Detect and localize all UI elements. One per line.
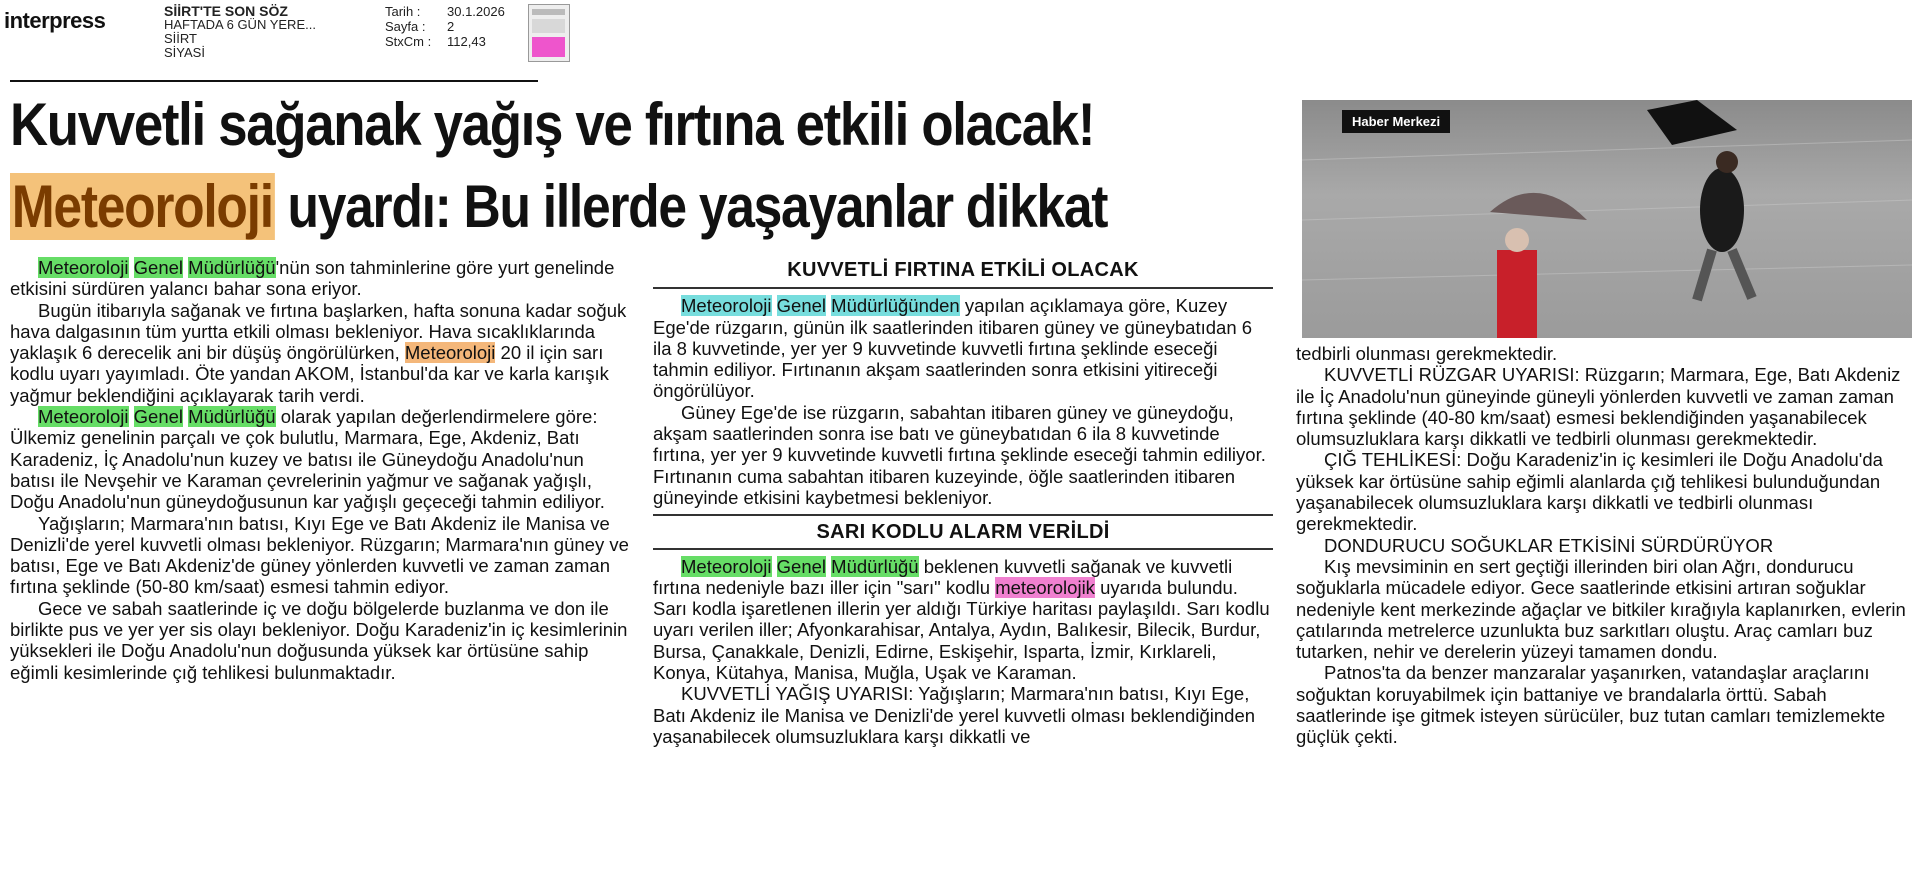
publication-category: SİYASİ [164,45,205,60]
article-column-2 [653,260,1273,747]
meta-stxcm: StxCm : 112,43 [385,34,486,49]
article-column-1 [10,257,630,683]
news-photo [1302,100,1912,338]
col3-paragraph-2: ÇIĞ TEHLİKESİ: Doğu Karadeniz'in iç kesimleri ile Doğu Anadolu'da yüksek kar örtüsüne sahip eğimli alanlarda çığ tehlikesi bulunduğundan yaşanabilecek olumsuzluklara karşı dikkatli ve tedbirli olunması gerekmektedir. [1296,449,1883,535]
publication-info [164,4,316,60]
col1-paragraph-2: Bugün itibarıyla sağanak ve fırtına başlarken, hafta sonuna kadar soğuk hava dalgasının tüm yurtta etkili olması bekleniyor. Hava sıcaklıklarında yaklaşık 6 derecelik ani bir düşüş öngörülürken, Meteoroloji 20 il için sarı kodlu uyarı yayımladı. Öte yandan AKOM, İstanbul'da kar ve karla karışık yağmur beklendiğini açıklayarak tarih verdi. [10,299,627,406]
col3-paragraph-4: Kış mevsiminin en sert geçtiği illerinden biri olan Ağrı, dondurucu soğuklarla mücadele ediyor. Gece saatlerinde etkisini artıran soğuklar nedeniyle kent merkezinde ağaçlar ve bitkiler kırağıyla kaplanırken, evlerin çatılarında metrelerce uzunlukta buz sarkıtları oluştu. Araç camları buz tutarken, nehir ve derelerin yüzeyi tamamen dondu. [1296,555,1906,663]
col1-paragraph-4: Yağışların; Marmara'nın batısı, Kıyı Ege ve Batı Akdeniz ile Manisa ve Denizli'de yerel kuvvetli olması bekleniyor. Rüzgarın; Marmara'nın güney ve batısı, Ege ve Batı Akdeniz'de güney yönlerden kuvvetli ve zaman zaman fırtına şeklinde (50-80 km/saat) esmesi tahmin ediyor. [10,512,629,598]
subheading-storm: KUVVETLİ FIRTINA ETKİLİ OLACAK [787,259,1139,281]
col2-paragraph-1: Meteoroloji Genel Müdürlüğünden yapılan açıklamaya göre, Kuzey Ege'de rüzgarın, günün ilk saatlerinden itibaren güney ve güneybatıdan 6 ila 8 kuvvetinde, yer yer 9 kuvvetinde kuvvetli fırtına şeklinde eseceği tahmin ediliyor. Fırtınanın akşam saatlerinden sonra etkisini yitireceği öngörülüyor. [653,295,1253,402]
top-rule [10,80,538,82]
clipping-header [0,0,600,64]
col3-paragraph-1: KUVVETLİ RÜZGAR UYARISI: Rüzgarın; Marmara, Ege, Batı Akdeniz ile İç Anadolu'nun güneyinde güneyli yönlerden kuvvetli ve zaman zaman fırtına şeklinde (40-80 km/saat) esmesi beklendiğinden yaşanabilecek olumsuzluklara karşı dikkatli ve tedbirli olunması gerekmektedir. [1296,364,1901,450]
interpress-logo: interpress [4,8,106,33]
col3-paragraph-5: Patnos'ta da benzer manzaralar yaşanırken, vatandaşlar araçlarını soğuktan koruyabilmek için battaniye ve brandalarla örttü. Sabah saatlerinde işe gitmek isteyen sürücüler, buz tutan camları temizlemekte güçlük çekti. [1296,662,1886,748]
col1-paragraph-5: Gece ve sabah saatlerinde iç ve doğu bölgelerde buzlanma ve don ile birlikte pus ve yer yer sis olayı bekleniyor. Doğu Karadeniz'in iç kesimlerinin yüksekleri ile Doğu Anadolu'nun doğusunda yüksek kar örtüsüne sahip eğimli kesimlerinde çığ tehlikesi bulunmaktadır. [10,597,628,683]
publication-city: SİİRT [164,31,197,46]
meta-date: Tarih : 30.1.2026 [385,4,505,19]
headline-highlight: Meteoroloji [11,173,273,240]
subheading-yellow-alarm: SARI KODLU ALARM VERİLDİ [816,521,1110,544]
publication-slogan: HAFTADA 6 GÜN YERE... [164,17,316,32]
col1-paragraph-3: Meteoroloji Genel Müdürlüğü olarak yapılan değerlendirmelere göre: Ülkemiz genelinin parçalı ve çok bulutlu, Marmara, Ege, Akdeniz, Batı Karadeniz, İç Anadolu'nun kuzey ve batısı ile Güneydoğu Anadolu'nun batısı ile Nevşehir ve Karaman çevrelerinin yağmur ve sağanak yağışlı, Doğu Anadolu'nun güneydoğusunun kar yağışlı geçeceği tahmin ediliyor. [10,406,605,513]
col3-subheading: DONDURUCU SOĞUKLAR ETKİSİNİ SÜRDÜRÜYOR [1324,534,1774,556]
photo-credit-tag: Haber Merkezi [1342,110,1450,133]
clipping-meta [385,4,505,49]
article-column-3 [1296,343,1912,748]
col1-paragraph-1: Meteoroloji Genel Müdürlüğü'nün son tahminlerine göre yurt genelinde etkisini sürdüren yalancı bahar sona eriyor. [10,257,615,300]
headline-line-1: Kuvvetli sağanak yağış ve fırtına etkili olacak! [10,91,1095,158]
page-thumbnail[interactable] [528,4,570,62]
subheading-rule-2 [653,548,1273,550]
section-rule [653,514,1273,516]
publication-name: SİİRT'TE SON SÖZ [164,3,288,19]
col2-paragraph-2: Güney Ege'de ise rüzgarın, sabahtan itibaren güney ve güneydoğu, akşam saatlerinden sonra ise batı ve güneybatıdan 6 ila 8 kuvvetinde fırtına, yer yer 9 kuvvetinde kuvvetli fırtına şeklinde eseceği tahmin ediliyor. Fırtınanın cuma sabahtan itibaren kuzeyinde, öğle saatlerinden itibaren güneyinde etkisini kaybetmesi bekleniyor. [653,401,1266,508]
subheading-rule [653,287,1273,289]
meta-page: Sayfa : 2 [385,19,455,34]
col2-paragraph-3: Meteoroloji Genel Müdürlüğü beklenen kuvvetli sağanak ve kuvvetli fırtına nedeniyle bazı iller için "sarı" kodlu meteorolojik uyarıda bulundu. Sarı kodla işaretlenen illerin yer aldığı Türkiye haritası paylaşıldı. Sarı kodlu uyarı verilen iller; Afyonkarahisar, Antalya, Aydın, Balıkesir, Bilecik, Burdur, Bursa, Çanakkale, Denizli, Edirne, Eskişehir, Isparta, İzmir, Kırklareli, Konya, Kütahya, Manisa, Muğla, Uşak ve Karaman. [653,555,1270,684]
headline-line-2: Meteoroloji uyardı: Bu illerde yaşayanlar dikkat [11,173,1108,240]
col3-paragraph-0: tedbirli olunması gerekmektedir. [1296,343,1558,364]
col2-paragraph-4: KUVVETLİ YAĞIŞ UYARISI: Yağışların; Marmara'nın batısı, Kıyı Ege, Batı Akdeniz ile Manisa ve Denizli'de yerel kuvvetli olması beklendiğinden yaşanabilecek olumsuzluklara karşı dikkatli ve [653,683,1256,747]
